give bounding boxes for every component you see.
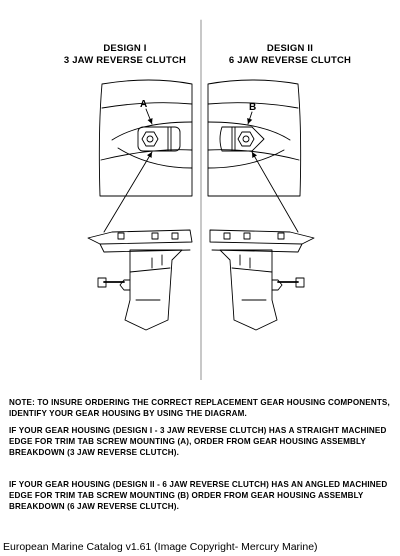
design-1-pointer-arrow: [104, 152, 152, 232]
design-2-screw-icon: [238, 132, 254, 146]
note-identify-housing: NOTE: TO INSURE ORDERING THE CORRECT REPLACEMENT GEAR HOUSING COMPONENTS, IDENTIFY YOUR GEAR HOUSING BY USING THE DIAGRAM.: [9, 398, 390, 418]
design-1-housing-outline: [99, 80, 192, 196]
design-1-closeup: [99, 80, 192, 232]
design-1-subtitle: 3 JAW REVERSE CLUTCH: [63, 55, 187, 66]
design-1-screw-icon: [142, 132, 158, 146]
image-caption: European Marine Catalog v1.61 (Image Copyright- Mercury Marine): [3, 541, 318, 553]
design-1-gear-housing: [88, 230, 192, 330]
design-2-pointer-arrow: [252, 152, 298, 232]
design-2-gear-housing: [210, 230, 314, 330]
design-2-trim-tab-mount: [220, 127, 264, 151]
design-2-callout-leader: [248, 112, 252, 124]
design-1-trim-tab-mount: [138, 127, 180, 151]
design-1-callout-label: A: [140, 99, 148, 110]
note-design-1: IF YOUR GEAR HOUSING (DESIGN I - 3 JAW REVERSE CLUTCH) HAS A STRAIGHT MACHINED EDGE FOR TRIM TAB SCREW MOUNTING (A), ORDER FROM GEAR HOUSING ASSEMBLY BREAKDOWN (3 JAW REVERSE CLUTCH).: [9, 426, 387, 457]
design-2-callout-label: B: [249, 102, 257, 113]
design-1-callout-leader: [146, 109, 152, 124]
note-design-2: IF YOUR GEAR HOUSING (DESIGN II - 6 JAW REVERSE CLUTCH) HAS AN ANGLED MACHINED EDGE FOR TRIM TAB SCREW MOUNTING (B) ORDER FROM GEAR HOUSING ASSEMBLY BREAKDOWN (6 JAW REVERSE CLUTCH).: [9, 480, 388, 511]
design-1-name: DESIGN I: [103, 43, 147, 54]
design-2-name: DESIGN II: [266, 43, 314, 54]
design-2-closeup: [208, 80, 301, 232]
design-2-subtitle: 6 JAW REVERSE CLUTCH: [228, 55, 352, 66]
